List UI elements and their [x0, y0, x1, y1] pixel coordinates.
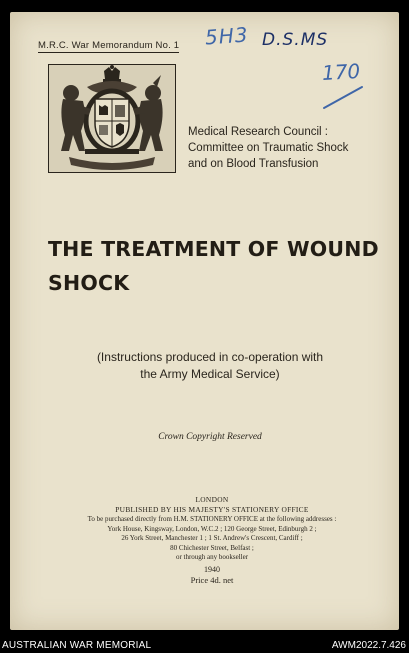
pen-stroke-mark [322, 84, 366, 112]
document-subtitle [48, 349, 372, 383]
council-line: Medical Research Council : [188, 126, 328, 138]
imprint-address-line: 26 York Street, Manchester 1 ; 1 St. Andrew's Crescent, Cardiff ; [121, 534, 303, 542]
handwritten-code: 5H3 [204, 22, 250, 50]
royal-coat-of-arms-icon [48, 64, 176, 173]
publisher-imprint [40, 495, 384, 586]
source-credit: AUSTRALIAN WAR MEMORIAL [2, 640, 152, 651]
title-line: THE TREATMENT OF WOUND [48, 237, 379, 261]
subtitle-line: (Instructions produced in co-operation with [96, 350, 324, 364]
document-title [48, 232, 388, 300]
imprint-address-line: or through any bookseller [175, 553, 249, 561]
accession-number: AWM2022.7.426 [331, 640, 406, 651]
subtitle-line: the Army Medical Service) [140, 367, 280, 381]
imprint-year: 1940 [204, 564, 220, 574]
caption-bar [0, 637, 409, 653]
council-line: Committee on Traumatic Shock [188, 142, 349, 154]
series-label: M.R.C. War Memorandum No. 1 [38, 40, 180, 51]
imprint-address-line: York House, Kingsway, London, W.C.2 ; 120 George Street, Edinburgh 2 ; [107, 524, 317, 533]
copyright-notice: Crown Copyright Reserved [158, 432, 262, 442]
imprint-address-line: 80 Chichester Street, Belfast ; [170, 543, 254, 552]
handwritten-initials: D.S.MS [262, 30, 329, 50]
imprint-price: Price 4d. net [190, 574, 234, 585]
imprint-place: LONDON [195, 495, 229, 504]
council-line: and on Blood Transfusion [188, 158, 319, 170]
imprint-publisher: PUBLISHED BY HIS MAJESTY'S STATIONERY OFFICE [115, 505, 309, 514]
title-line: SHOCK [48, 271, 130, 295]
handwritten-number: 170 [321, 59, 361, 85]
imprint-address-line: To be purchased directly from H.M. STATIONERY OFFICE at the following addresses : [87, 515, 337, 523]
council-heading [188, 124, 388, 172]
